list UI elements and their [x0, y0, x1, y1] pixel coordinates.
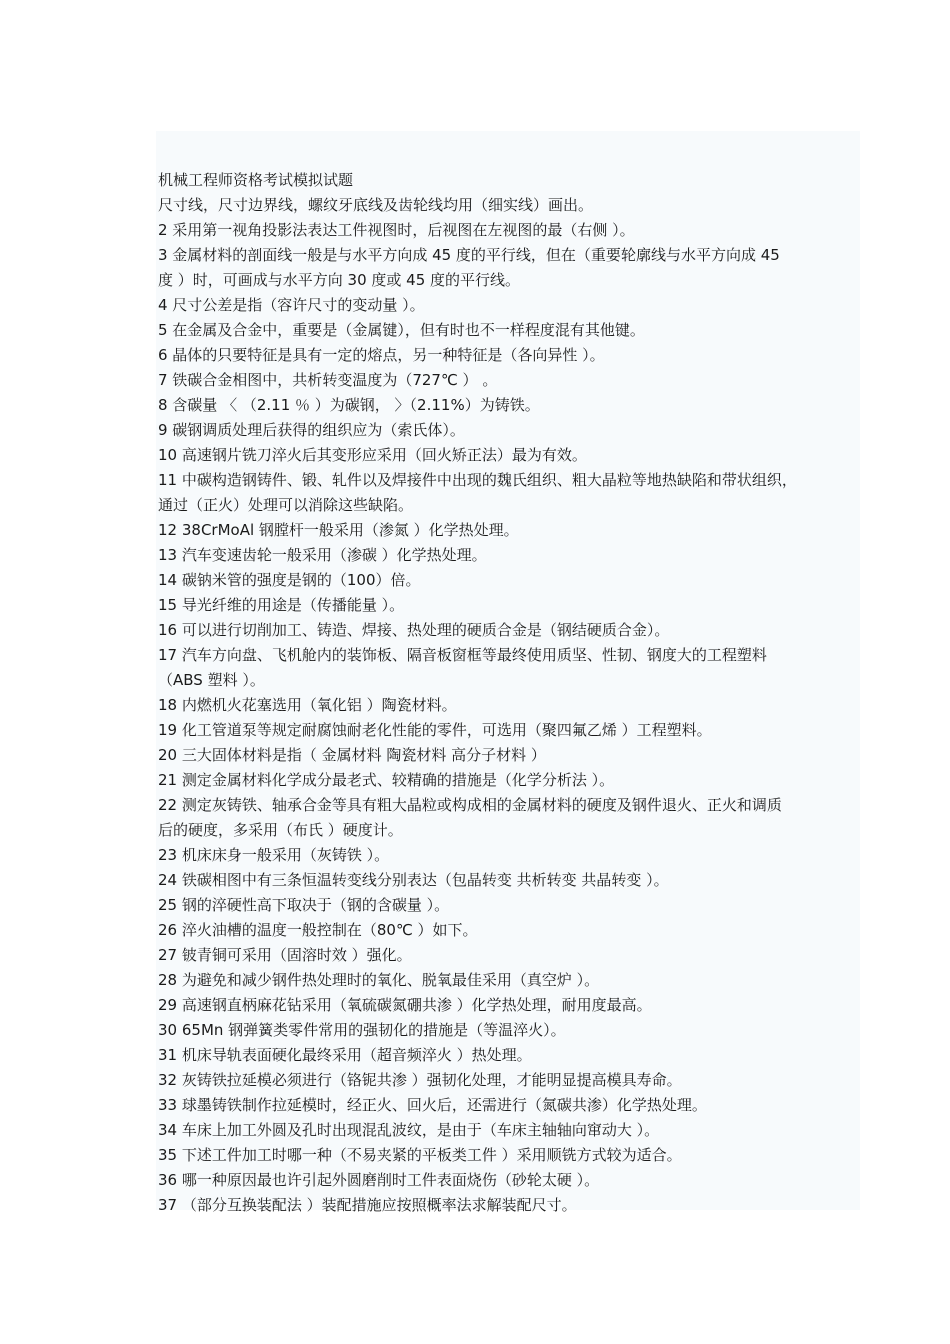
text-line: 11 中碳构造钢铸件、锻、轧件以及焊接件中出现的魏氏组织、粗大晶粒等地热缺陷和带状组织，: [158, 471, 797, 489]
document-title: 机械工程师资格考试模拟试题: [158, 171, 354, 189]
text-line: 2 采用第一视角投影法表达工件视图时，后视图在左视图的最（右侧 ）。: [158, 221, 635, 239]
text-line: 22 测定灰铸铁、轴承合金等具有粗大晶粒或构成相的金属材料的硬度及钢件退火、正火和调质: [158, 796, 782, 814]
text-line: 通过（正火）处理可以消除这些缺陷。: [158, 496, 414, 514]
text-line: 26 淬火油槽的温度一般控制在（80℃ ）如下。: [158, 921, 478, 939]
text-line: 33 球墨铸铁制作拉延模时，经正火、回火后，还需进行（氮碳共渗）化学热处理。: [158, 1096, 707, 1114]
text-line: 17 汽车方向盘、飞机舱内的装饰板、隔音板窗框等最终使用质坚、性韧、钢度大的工程塑料: [158, 646, 767, 664]
text-line: 24 铁碳相图中有三条恒温转变线分别表达（包晶转变 共析转变 共晶转变 ）。: [158, 871, 669, 889]
text-line: 21 测定金属材料化学成分最老式、较精确的措施是（化学分析法 ）。: [158, 771, 615, 789]
document-body: [158, 168, 878, 1218]
text-line: 后的硬度，多采用（布氏 ）硬度计。: [158, 821, 403, 839]
text-line: 29 高速钢直柄麻花钻采用（氧硫碳氮硼共渗 ）化学热处理，耐用度最高。: [158, 996, 652, 1014]
text-line: 10 高速钢片铣刀淬火后其变形应采用（回火矫正法）最为有效。: [158, 446, 587, 464]
text-line: 18 内燃机火花塞选用（氧化铝 ）陶瓷材料。: [158, 696, 457, 714]
text-line: 20 三大固体材料是指（ 金属材料 陶瓷材料 高分子材料 ）: [158, 746, 546, 764]
text-line: 3 金属材料的剖面线一般是与水平方向成 45 度的平行线，但在（重要轮廓线与水平方向成 45: [158, 246, 780, 264]
text-line: 35 下述工件加工时哪一种（不易夹紧的平板类工件 ）采用顺铣方式较为适合。: [158, 1146, 682, 1164]
text-line: 4 尺寸公差是指（容许尺寸的变动量 ）。: [158, 296, 425, 314]
text-line: 5 在金属及合金中，重要是（金属键），但有时也不一样程度混有其他键。: [158, 321, 645, 339]
text-line: 37 （部分互换装配法 ）装配措施应按照概率法求解装配尺寸。: [158, 1196, 577, 1214]
text-line: 19 化工管道泵等规定耐腐蚀耐老化性能的零件，可选用（聚四氟乙烯 ）工程塑料。: [158, 721, 712, 739]
question-list: [158, 193, 878, 1218]
text-line: 12 38CrMoAl 钢膛杆一般采用（渗氮 ）化学热处理。: [158, 521, 519, 539]
text-line: 度 ）时，可画成与水平方向 30 度或 45 度的平行线。: [158, 271, 521, 289]
text-line: 34 车床上加工外圆及孔时出现混乱波纹，是由于（车床主轴轴向窜动大 ）。: [158, 1121, 660, 1139]
text-line: 30 65Mn 钢弹簧类零件常用的强韧化的措施是（等温淬火）。: [158, 1021, 566, 1039]
text-line: 8 含碳量 〈 （2.11 ％ ）为碳钢， 〉（2.11%）为铸铁。: [158, 396, 540, 414]
text-line: （ABS 塑料 ）。: [158, 671, 265, 689]
text-line: 25 钢的淬硬性高下取决于（钢的含碳量 ）。: [158, 896, 450, 914]
text-line: 15 导光纤维的用途是（传播能量 ）。: [158, 596, 405, 614]
text-line: 尺寸线，尺寸边界线，螺纹牙底线及齿轮线均用（细实线）画出。: [158, 196, 594, 214]
text-line: 27 铍青铜可采用（固溶时效 ）强化。: [158, 946, 412, 964]
text-line: 7 铁碳合金相图中，共析转变温度为（727℃ ） 。: [158, 371, 498, 389]
text-line: 14 碳钠米管的强度是钢的（100）倍。: [158, 571, 421, 589]
text-line: 6 晶体的只要特征是具有一定的熔点，另一种特征是（各向异性 ）。: [158, 346, 605, 364]
text-line: 31 机床导轨表面硬化最终采用（超音频淬火 ）热处理。: [158, 1046, 532, 1064]
text-line: 32 灰铸铁拉延模必须进行（铬铌共渗 ）强韧化处理，才能明显提高模具寿命。: [158, 1071, 682, 1089]
text-line: 23 机床床身一般采用（灰铸铁 ）。: [158, 846, 390, 864]
text-line: 36 哪一种原因最也许引起外圆磨削时工件表面烧伤（砂轮太硬 ）。: [158, 1171, 600, 1189]
text-line: 16 可以进行切削加工、铸造、焊接、热处理的硬质合金是（钢结硬质合金）。: [158, 621, 670, 639]
text-line: 13 汽车变速齿轮一般采用（渗碳 ）化学热处理。: [158, 546, 487, 564]
text-line: 28 为避免和减少钢件热处理时的氧化、脱氧最佳采用（真空炉 ）。: [158, 971, 600, 989]
text-line: 9 碳钢调质处理后获得的组织应为（索氏体）。: [158, 421, 465, 439]
